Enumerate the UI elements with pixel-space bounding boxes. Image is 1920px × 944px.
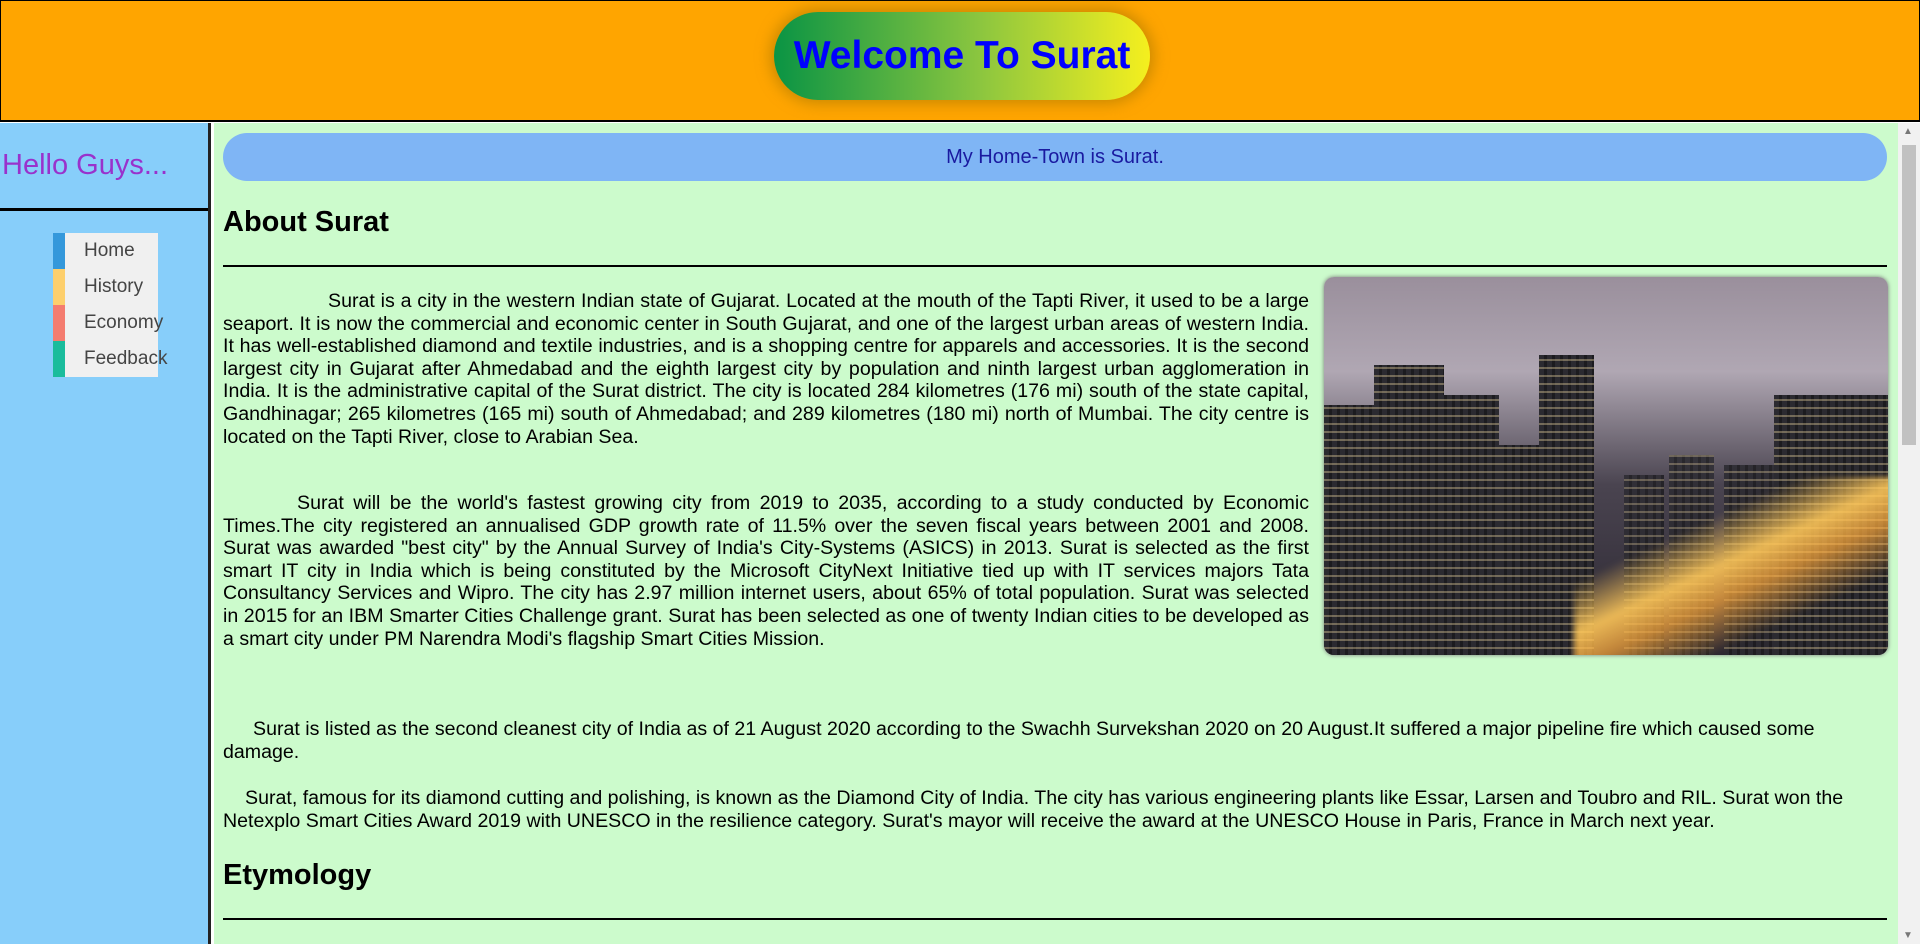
divider <box>223 918 1887 920</box>
main-content <box>214 123 1898 944</box>
sidebar-greeting: Hello Guys... <box>0 123 208 211</box>
about-paragraph-4: Surat, famous for its diamond cutting and polishing, is known as the Diamond City of India. The city has various engineering plants like Essar, Larsen and Toubro and RIL. Surat won the Netexplo Smart Cities Award 2019 with UNESCO in the resilience category. Surat's mayor will receive the award at the UNESCO House in Paris, France in March next year. <box>223 787 1844 832</box>
sidebar <box>0 123 211 944</box>
scroll-down-icon[interactable]: ▼ <box>1903 930 1913 941</box>
surat-city-image <box>1324 277 1888 655</box>
etymology-heading: Etymology <box>223 859 372 891</box>
nav-item-home[interactable]: Home <box>53 233 158 269</box>
about-heading: About Surat <box>223 206 389 238</box>
scrollbar[interactable] <box>1898 123 1920 944</box>
scrollbar-thumb[interactable] <box>1902 145 1916 445</box>
hometown-banner: My Home-Town is Surat. <box>223 133 1887 181</box>
nav-item-economy[interactable]: Economy <box>53 305 158 341</box>
sidebar-nav <box>53 233 168 377</box>
about-paragraph-3: Surat is listed as the second cleanest city of India as of 21 August 2020 according to the Swachh Survekshan 2020 on 20 August.It suffered a major pipeline fire which caused some damage. <box>223 718 1815 763</box>
nav-item-feedback[interactable]: Feedback <box>53 341 158 377</box>
about-paragraph-2: Surat will be the world's fastest growing city from 2019 to 2035, according to a study conducted by Economic Times.The city registered an annualised GDP growth rate of 11.5% over the seven fiscal years between 2001 and 2008. Surat was awarded "best city" by the Annual Survey of India's City-Systems (ASICS) in 2013. Surat is selected as the first smart IT city in India which is being constituted by the Microsoft CityNext Initiative tied up with IT services majors Tata Consultancy Services and Wipro. The city has 2.97 million internet users, about 65% of total population. Surat was selected in 2015 for an IBM Smarter Cities Challenge grant. Surat has been selected as one of twenty Indian cities to be developed as a smart city under PM Narendra Modi's flagship Smart Cities Mission. <box>223 492 1309 650</box>
divider <box>223 265 1887 267</box>
about-paragraph-1: Surat is a city in the western Indian state of Gujarat. Located at the mouth of the Tapti River, it used to be a large seaport. It is now the commercial and economic center in South Gujarat, and one of the largest urban areas of western India. It has well-established diamond and textile industries, and is a shopping centre for apparels and accessories. It is the second largest city in Gujarat after Ahmedabad and the eighth largest city by population and ninth largest urban agglomeration in India. It is the administrative capital of the Surat district. The city is located 284 kilometres (176 mi) south of the state capital, Gandhinagar; 265 kilometres (165 mi) south of Ahmedabad; and 289 kilometres (180 mi) north of Mumbai. The city centre is located on the Tapti River, close to Arabian Sea. <box>223 290 1309 448</box>
header <box>0 0 1920 122</box>
page-title: Welcome To Surat <box>774 12 1150 100</box>
nav-item-history[interactable]: History <box>53 269 158 305</box>
scroll-up-icon[interactable]: ▲ <box>1903 126 1913 137</box>
